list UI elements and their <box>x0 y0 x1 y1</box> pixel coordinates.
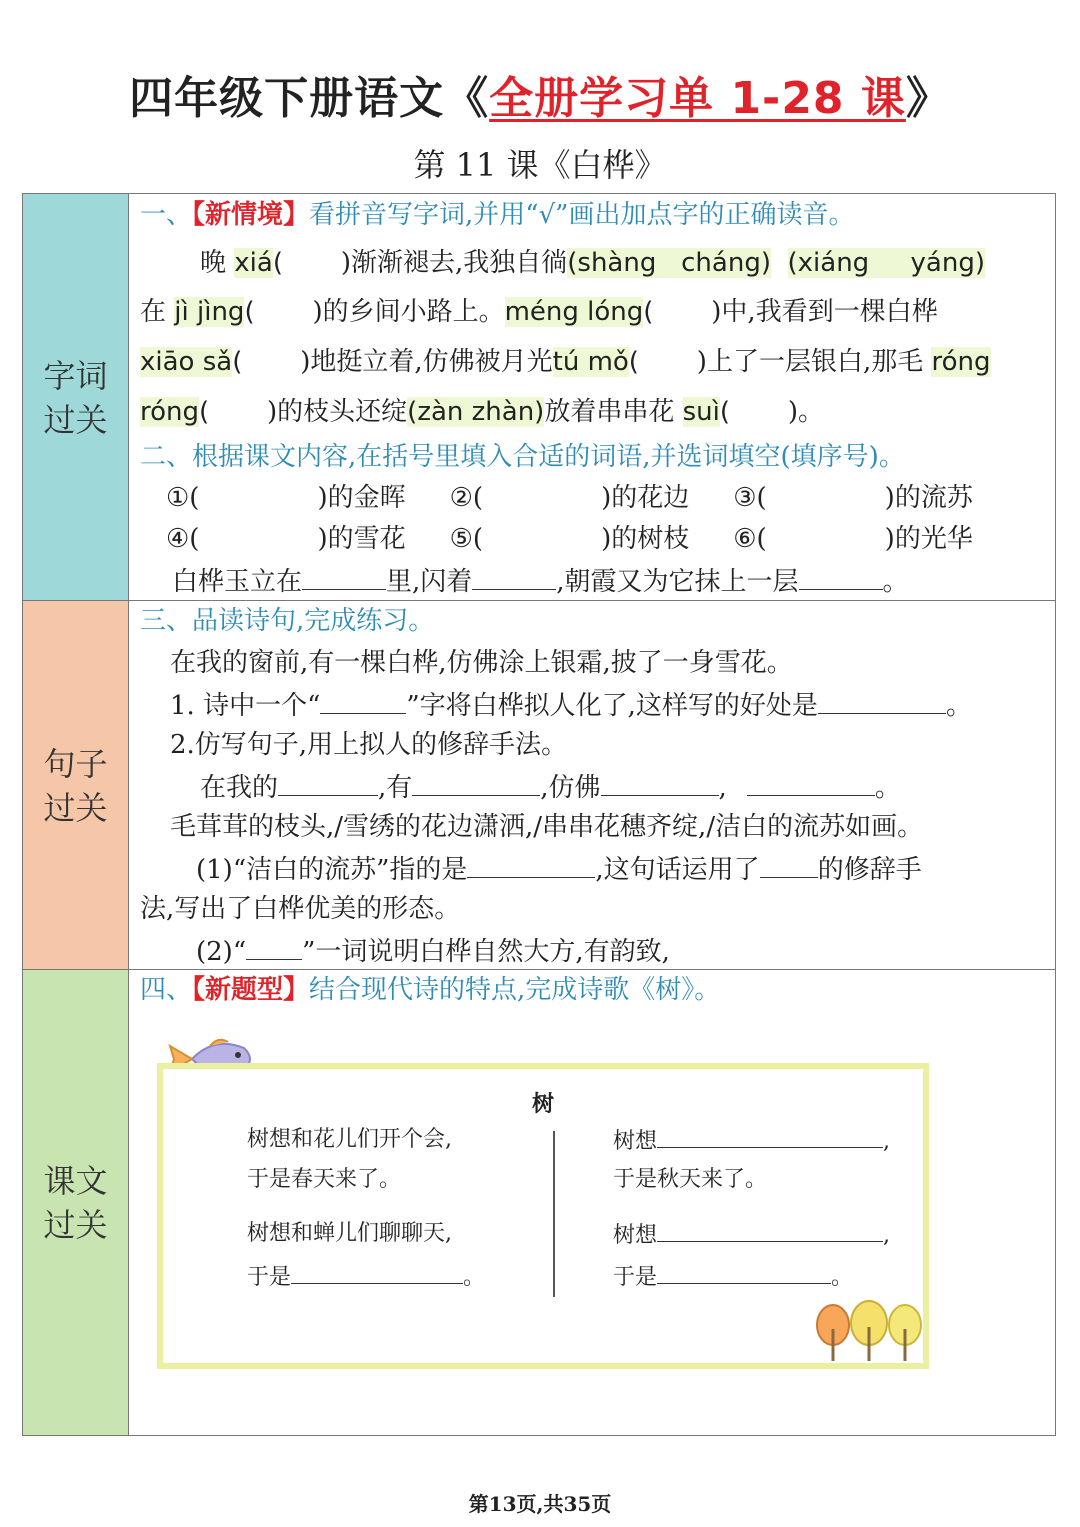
q2-items-row-1: ①( )的金晖 ②( )的花边 ③( )的流苏 <box>166 483 973 513</box>
section-sentences <box>130 601 1055 969</box>
poem-right-3: 树想 , <box>613 1219 890 1251</box>
title-highlight: 全册学习单 1-28 课 <box>489 73 906 124</box>
trees-icon <box>813 1299 925 1363</box>
poem-left-3: 树想和蝉儿们聊聊天, <box>247 1221 452 1246</box>
q3-sub-2: (2)“ ”一词说明白桦自然大方,有韵致, <box>196 933 670 969</box>
q1-instruction: 一、【新情境】看拼音写字词,并用“√”画出加点字的正确读音。 <box>140 200 855 230</box>
q2-fill-sentence: 白桦玉立在 里,闪着 ,朝霞又为它抹上一层 。 <box>172 563 909 599</box>
q3-question-2: 2.仿写句子,用上拟人的修辞手法。 <box>170 730 568 760</box>
poem-right-1: 树想 , <box>613 1125 890 1157</box>
page-title: 四年级下册语文《全册学习单 1-28 课》 <box>129 73 951 124</box>
poem-right-4: 于是 。 <box>613 1261 853 1293</box>
q3-sub-1-cont: 法,写出了白桦优美的形态。 <box>140 894 461 924</box>
poem-box <box>157 1063 929 1369</box>
q1-line-3: xiāo sǎ( )地挺立着,仿佛被月光tú mǒ( )上了一层银白,那毛 róng <box>140 347 991 377</box>
poem-left-4: 于是 。 <box>247 1261 485 1293</box>
q1-line-4: róng( )的枝头还绽(zàn zhàn)放着串串花 suì( )。 <box>140 397 825 427</box>
section-words <box>130 194 1055 600</box>
poem-right-2: 于是秋天来了。 <box>613 1167 768 1192</box>
page-number: 第13页,共35页 <box>468 1492 612 1516</box>
q1-line-1: 晚 xiá( )渐渐褪去,我独自徜(shàng cháng) (xiáng yáng) <box>200 248 985 278</box>
q3-instruction: 三、品读诗句,完成练习。 <box>140 606 435 636</box>
q3-question-1: 1. 诗中一个“ ”字将白桦拟人化了,这样写的好处是 。 <box>170 687 972 723</box>
poem-title: 树 <box>531 1091 554 1117</box>
section-label-words: 字词 过关 <box>23 194 129 601</box>
q4-instruction: 四、【新题型】结合现代诗的特点,完成诗歌《树》。 <box>140 975 721 1005</box>
q3-poem-2: 毛茸茸的枝头,/雪绣的花边潇洒,/串串花穗齐绽,/洁白的流苏如画。 <box>170 812 924 842</box>
q2-instruction: 二、根据课文内容,在括号里填入合适的词语,并选词填空(填序号)。 <box>140 442 905 472</box>
lesson-title: 第 11 课《白桦》 <box>413 146 667 184</box>
poem-divider <box>553 1131 555 1297</box>
section-label-sentences: 句子 过关 <box>23 601 129 970</box>
section-label-text: 课文 过关 <box>23 970 129 1435</box>
poem-left-2: 于是春天来了。 <box>247 1167 402 1192</box>
poem-left-1: 树想和花儿们开个会, <box>247 1127 452 1152</box>
q3-imitation: 在我的 ,有 ,仿佛 , 。 <box>200 769 901 805</box>
q1-line-2: 在 jì jìng( )的乡间小路上。méng lóng( )中,我看到一棵白桦 <box>140 297 938 327</box>
q3-sub-1: (1)“洁白的流苏”指的是 ,这句话运用了 的修辞手 <box>196 851 922 887</box>
q3-poem-line: 在我的窗前,有一棵白桦,仿佛涂上银霜,披了一身雪花。 <box>170 648 793 678</box>
q2-items-row-2: ④( )的雪花 ⑤( )的树枝 ⑥( )的光华 <box>166 524 973 554</box>
